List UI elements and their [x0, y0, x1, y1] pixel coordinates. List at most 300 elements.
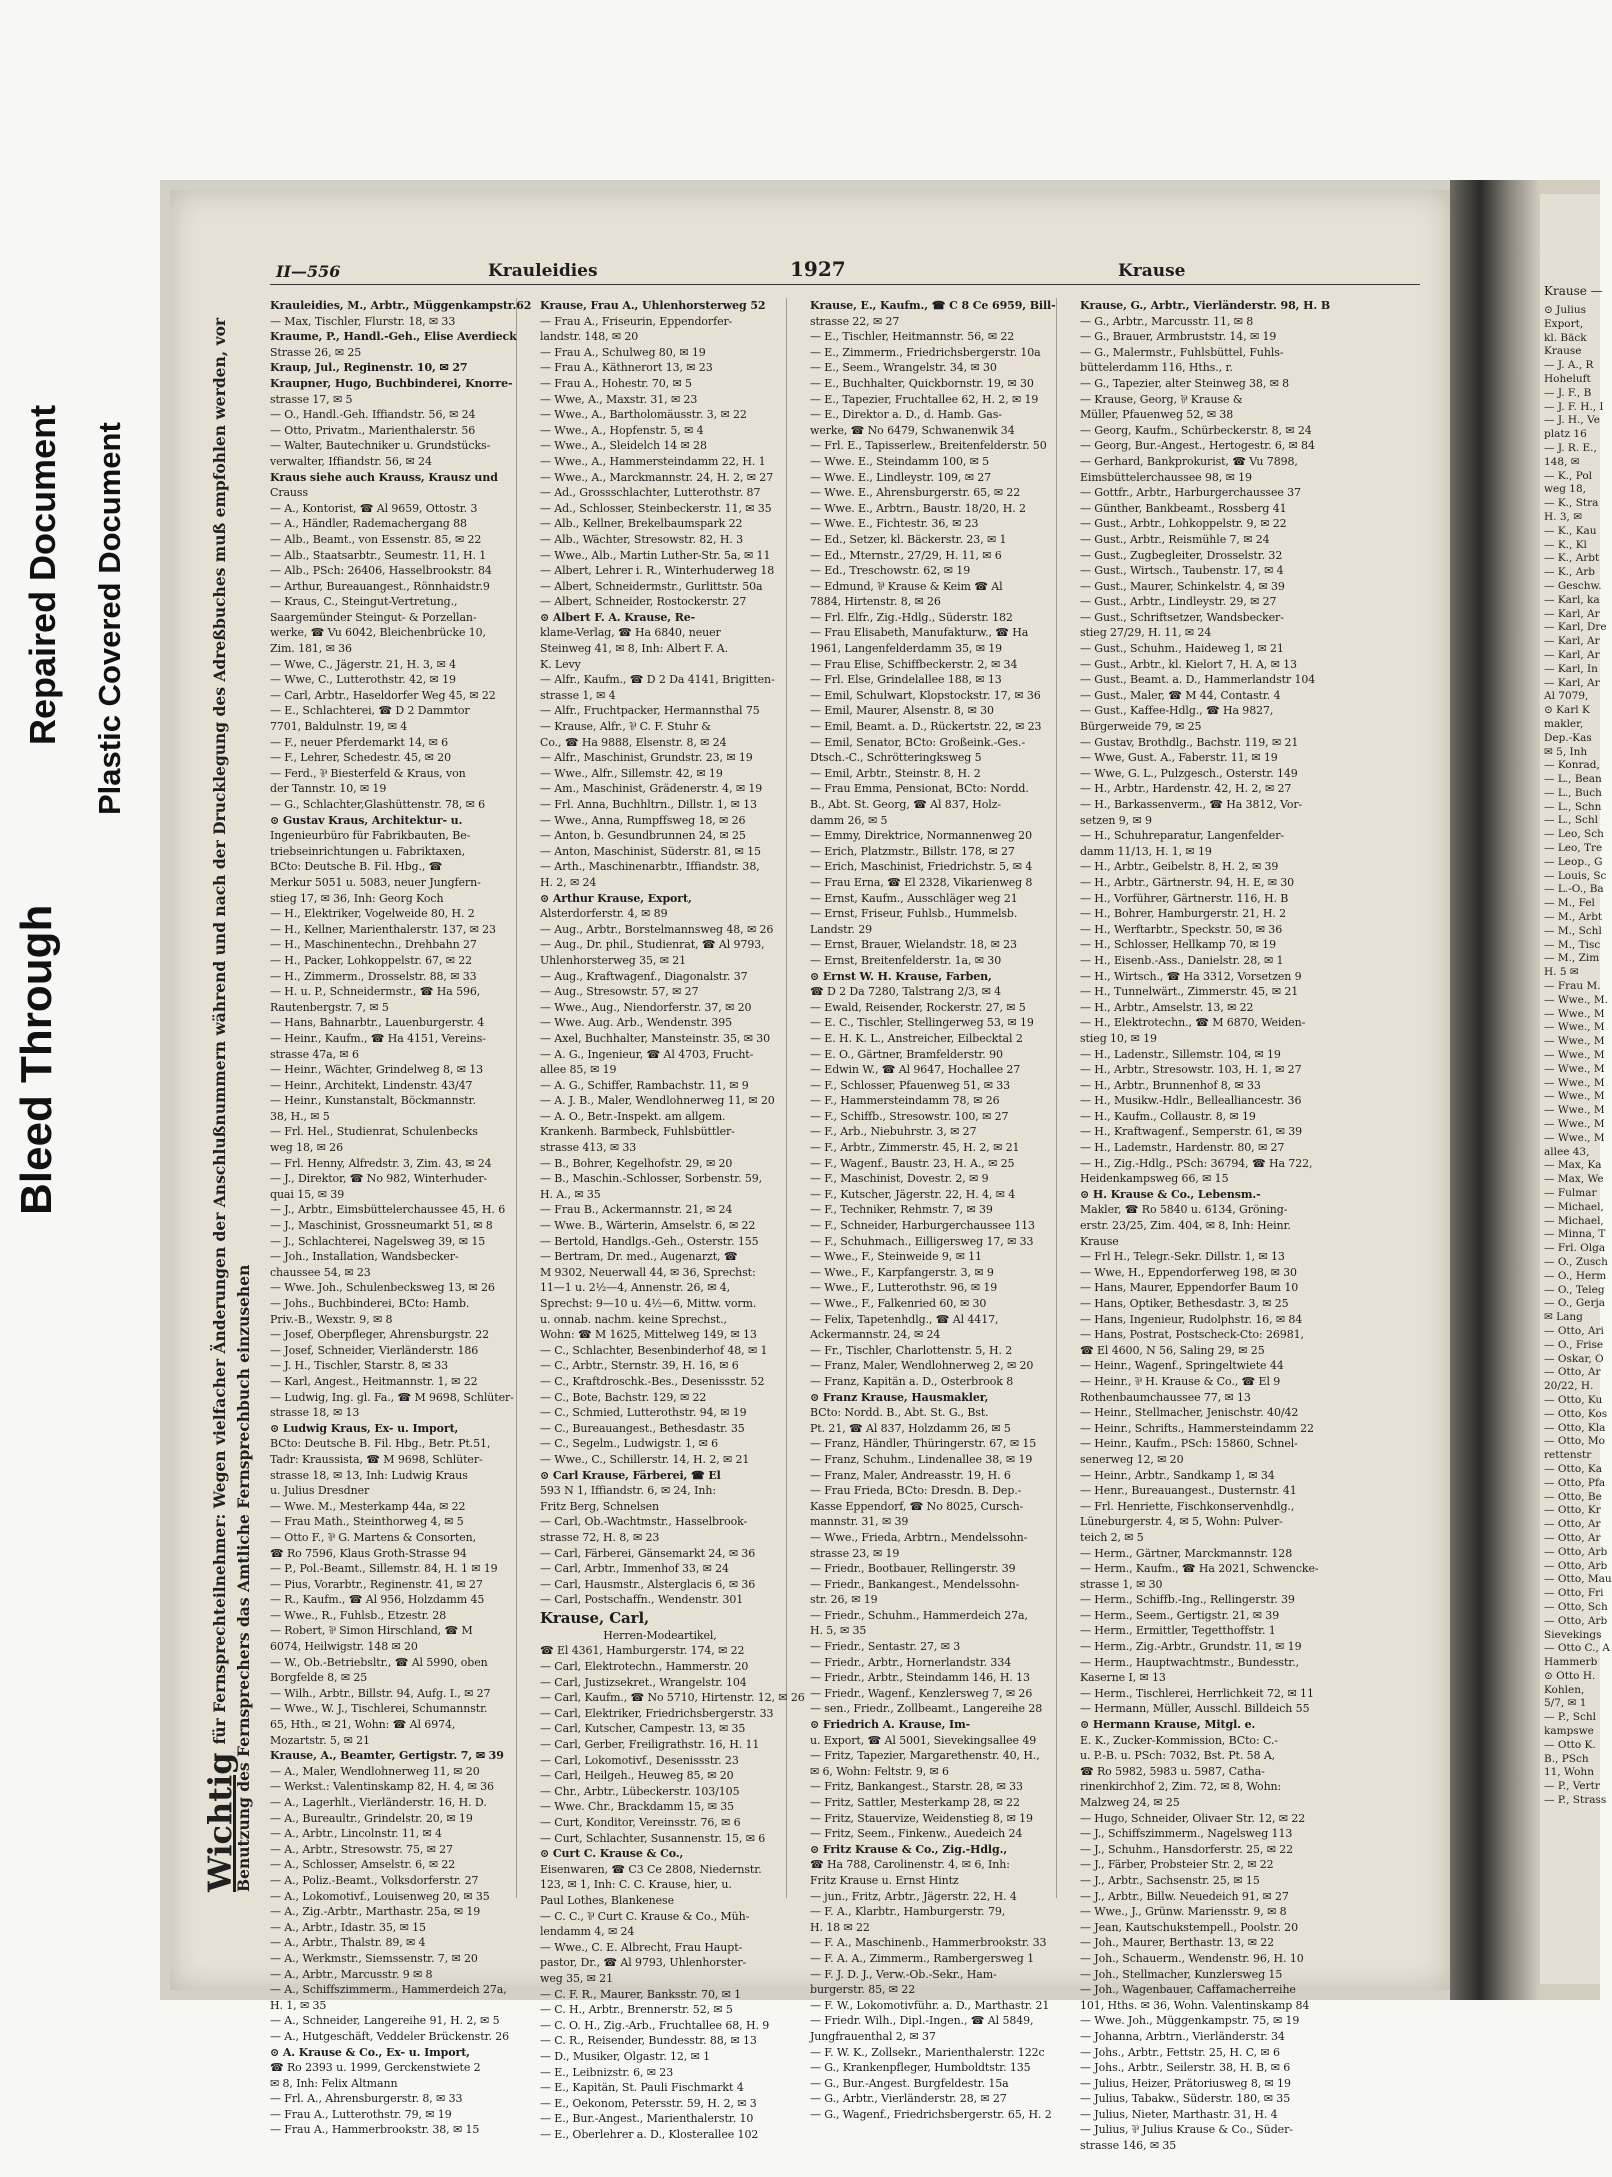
facing-page-line: — L.-O., Ba [1544, 883, 1604, 896]
directory-entry: — E. O., Gärtner, Bramfelderstr. 90 [810, 1047, 1003, 1061]
directory-entry: — H., Packer, Lohkoppelstr. 67, ✉ 22 [270, 953, 473, 967]
directory-entry: — Franz, Kapitän a. D., Osterbrook 8 [810, 1374, 1014, 1388]
directory-entry: 7701, Baldulnstr. 19, ✉ 4 [270, 720, 408, 734]
directory-entry: — Frau A., Hammerbrookstr. 38, ✉ 15 [270, 2123, 480, 2137]
directory-entry: — Wwe., Frieda, Arbtrn., Mendelssohn- [810, 1530, 1028, 1544]
directory-entry: strasse 17, ✉ 5 [270, 392, 353, 406]
directory-entry: — Heinr., Schrifts., Hammersteindamm 22 [1080, 1421, 1314, 1435]
directory-entry: — Ernst, Friseur, Fuhlsb., Hummelsb. [810, 907, 1018, 921]
directory-entry: — Alb., Wächter, Stresowstr. 82, H. 3 [540, 532, 744, 546]
directory-entry: — H., Eisenb.-Ass., Danielstr. 28, ✉ 1 [1080, 953, 1284, 967]
directory-entry: ⊙ Ernst W. H. Krause, Farben, [810, 969, 992, 983]
directory-entry: — Wwe., F., Steinweide 9, ✉ 11 [810, 1250, 982, 1264]
facing-page-line: — P., Schl [1544, 1711, 1596, 1724]
directory-entry: — J., Schuhm., Hansdorferstr. 25, ✉ 22 [1080, 1842, 1294, 1856]
facing-page-line: — Otto, Ka [1544, 1462, 1602, 1475]
directory-entry: — Frl. A., Ahrensburgerstr. 8, ✉ 33 [270, 2092, 463, 2106]
directory-entry: — Wwe. E., Ahrensburgerstr. 65, ✉ 22 [810, 486, 1021, 500]
facing-page-line: — Max, Ka [1544, 1159, 1602, 1172]
directory-entry: — Wwe, G. L., Pulzgesch., Osterstr. 149 [1080, 766, 1298, 780]
directory-entry: — Albert, Schneidermstr., Gurlittstr. 50a [540, 579, 763, 593]
directory-entry: weg 18, ✉ 26 [270, 1141, 343, 1155]
facing-page-line: allee 43, [1544, 1145, 1590, 1158]
directory-entry: — H., Arbtr., Hardenstr. 42, H. 2, ✉ 27 [1080, 782, 1292, 796]
directory-entry: büttelerdamm 116, Hths., r. [1080, 361, 1233, 375]
facing-page-line: — M., Arbt [1544, 911, 1603, 924]
directory-entry: — C., Bote, Bachstr. 129, ✉ 22 [540, 1390, 707, 1404]
facing-page-line: ✉ 5, Inh [1544, 745, 1588, 758]
directory-entry: Mozartstr. 5, ✉ 21 [270, 1733, 370, 1747]
directory-entry: — Alfr., Maschinist, Grundstr. 23, ✉ 19 [540, 751, 753, 765]
directory-entry: — Joh., Maurer, Berthastr. 13, ✉ 22 [1080, 1936, 1275, 1950]
directory-entry: — H., Arbtr., Stresowstr. 103, H. 1, ✉ 27 [1080, 1063, 1302, 1077]
directory-entry: ⊙ Carl Krause, Färberei, ☎ El [540, 1468, 721, 1482]
facing-page-line: — Karl, Ar [1544, 635, 1600, 648]
directory-entry: Ingenieurbüro für Fabrikbauten, Be- [270, 829, 471, 843]
directory-entry: Pt. 21, ☎ Al 837, Holzdamm 26, ✉ 5 [810, 1421, 1011, 1435]
facing-page-line: — Otto, Mo [1544, 1435, 1605, 1448]
facing-page-line: — Fulmar [1544, 1187, 1597, 1199]
directory-entry: — Frau A., Schulweg 80, ✉ 19 [540, 345, 706, 359]
directory-entry: — Edmund, ⅌ Krause & Keim ☎ Al [810, 579, 1003, 593]
directory-entry: — J., Schlachterei, Nagelsweg 39, ✉ 15 [270, 1234, 486, 1248]
facing-page-line: — P., Strass [1544, 1794, 1607, 1807]
right-catchword: Krause [1118, 261, 1186, 281]
directory-entry: — Joh., Schauerm., Wendenstr. 96, H. 10 [1080, 1951, 1304, 1965]
directory-entry: — Werkst.: Valentinskamp 82, H. 4, ✉ 36 [270, 1780, 494, 1794]
directory-entry: Krause, E., Kaufm., ☎ C 8 Ce 6959, Bill- [810, 299, 1056, 312]
directory-entry: burgerstr. 85, ✉ 22 [810, 1983, 916, 1997]
directory-entry: — Hans, Bahnarbtr., Lauenburgerstr. 4 [270, 1016, 485, 1030]
facing-page-line: — Frau M. [1544, 980, 1601, 993]
directory-entry: — C., Schmied, Lutterothstr. 94, ✉ 19 [540, 1406, 747, 1420]
directory-entry: — J., Direktor, ☎ No 982, Winterhuder- [270, 1172, 488, 1186]
directory-entry: ⊙ A. Krause & Co., Ex- u. Import, [270, 2045, 470, 2059]
facing-page-line: 11, Wohn [1544, 1766, 1594, 1779]
directory-entry: — Aug., Dr. phil., Studienrat, ☎ Al 9793, [540, 938, 765, 952]
directory-entry: — Josef, Schneider, Vierländerstr. 186 [270, 1343, 479, 1357]
directory-entry: Borgfelde 8, ✉ 25 [270, 1671, 368, 1685]
directory-entry: — J., Maschinist, Grossneumarkt 51, ✉ 8 [270, 1219, 493, 1233]
directory-entry: Steinweg 41, ✉ 8, Inh: Albert F. A. [540, 642, 728, 656]
directory-entry: — C. O. H., Zig.-Arb., Fruchtallee 68, H. 9 [540, 2018, 770, 2032]
facing-page-line: — Wwe., M [1544, 1049, 1605, 1062]
directory-entry: — Joh., Installation, Wandsbecker- [270, 1250, 459, 1264]
directory-entry: — Heinr., Kaufm., PSch: 15860, Schnel- [1080, 1437, 1298, 1451]
facing-page-line: — Karl, Ar [1544, 648, 1600, 661]
directory-entry: — Frau A., Hohestr. 70, ✉ 5 [540, 376, 692, 390]
directory-entry: — Gust., Wirtsch., Taubenstr. 17, ✉ 4 [1080, 564, 1284, 578]
directory-entry: str. 26, ✉ 19 [810, 1593, 878, 1607]
directory-entry: — Fritz, Tapezier, Margarethenstr. 40, H., [810, 1749, 1040, 1763]
directory-entry: strasse 1, ✉ 4 [540, 688, 616, 702]
directory-entry: — E., Tapezier, Fruchtallee 62, H. 2, ✉ 19 [810, 392, 1039, 406]
directory-entry: — E. C., Tischler, Stellingerweg 53, ✉ 19 [810, 1016, 1034, 1030]
directory-entry: — A. G., Ingenieur, ☎ Al 4703, Frucht- [540, 1047, 754, 1061]
directory-entry: — A., Arbtr., Lincolnstr. 11, ✉ 4 [270, 1827, 442, 1841]
directory-entry: — J., Arbtr., Billw. Neuedeich 91, ✉ 27 [1080, 1889, 1289, 1903]
directory-entry: — Wwe. E., Steindamm 100, ✉ 5 [810, 454, 990, 468]
facing-page-line: — J. R. E., [1544, 441, 1597, 454]
directory-entry: — Gust., Schuhm., Haideweg 1, ✉ 21 [1080, 642, 1284, 656]
directory-entry: — H., Kellner, Marienthalerstr. 137, ✉ 23 [270, 922, 496, 936]
directory-entry: — E., Oekonom, Petersstr. 59, H. 2, ✉ 3 [540, 2096, 757, 2110]
directory-entry: H. 2, ✉ 24 [540, 875, 597, 889]
directory-entry: — Wwe. Chr., Brackdamm 15, ✉ 35 [540, 1800, 735, 1814]
directory-entry: — Frl. Else, Grindelallee 188, ✉ 13 [810, 673, 1002, 687]
facing-page-line: — Otto, Mau [1544, 1573, 1612, 1586]
directory-entry: — Frl. Henriette, Fischkonservenhdlg., [1080, 1499, 1295, 1513]
directory-entry: — Wwe., A., Hopfenstr. 5, ✉ 4 [540, 423, 704, 437]
facing-page-line: — Wwe., M [1544, 1062, 1605, 1075]
directory-entry: — Ferd., ⅌ Biesterfeld & Kraus, von [270, 766, 466, 780]
directory-entry: — F., Schuhmach., Eilligersweg 17, ✉ 33 [810, 1234, 1034, 1248]
directory-entry: Paul Lothes, Blankenese [540, 1893, 675, 1907]
directory-entry: stieg 17, ✉ 36, Inh: Georg Koch [270, 891, 444, 905]
directory-entry: — Wwe., A., Hammersteindamm 22, H. 1 [540, 454, 766, 468]
directory-entry: — Walter, Bautechniker u. Grundstücks- [270, 439, 491, 453]
directory-entry: damm 26, ✉ 5 [810, 813, 888, 827]
directory-entry: Fritz Berg, Schnelsen [540, 1499, 660, 1513]
directory-entry: — G., Krankenpfleger, Humboldtstr. 135 [810, 2061, 1031, 2075]
directory-entry: ☎ D 2 Da 7280, Talstrang 2/3, ✉ 4 [810, 985, 1002, 999]
directory-entry: der Tannstr. 10, ✉ 19 [270, 782, 387, 796]
directory-entry: — E., Direktor a. D., d. Hamb. Gas- [810, 408, 1002, 422]
directory-entry: — E., Tischler, Heitmannstr. 56, ✉ 22 [810, 330, 1015, 344]
directory-entry: — F., Kutscher, Jägerstr. 22, H. 4, ✉ 4 [810, 1187, 1016, 1201]
directory-entry: ☎ Ro 2393 u. 1999, Gerckenstwiete 2 [270, 2061, 481, 2075]
directory-entry: — Julius, Heizer, Prätoriusweg 8, ✉ 19 [1080, 2076, 1291, 2090]
directory-entry: — Edwin W., ☎ Al 9647, Hochallee 27 [810, 1063, 1021, 1077]
directory-entry: — J., Färber, Probsteier Str. 2, ✉ 22 [1080, 1858, 1274, 1872]
directory-entry: — Herm., Hauptwachtmstr., Bundesstr., [1080, 1655, 1300, 1669]
directory-entry: — C. C., ⅌ Curt C. Krause & Co., Müh- [540, 1909, 750, 1923]
directory-entry: — A. J. B., Maler, Wendlohnerweg 11, ✉ 20 [540, 1094, 775, 1108]
directory-entry: lendamm 4, ✉ 24 [540, 1925, 635, 1939]
directory-entry: — H., Zig.-Hdlg., PSch: 36794, ☎ Ha 722, [1080, 1156, 1313, 1170]
directory-entry: — Carl, Justizsekret., Wrangelstr. 104 [540, 1675, 747, 1689]
directory-entry: ✉ 6, Wohn: Feltstr. 9, ✉ 6 [810, 1764, 949, 1778]
directory-entry: — Gust., Schriftsetzer, Wandsbecker- [1080, 610, 1284, 624]
directory-entry: — Carl, Färberei, Gänsemarkt 24, ✉ 36 [540, 1546, 756, 1560]
directory-entry: — Carl, Ob.-Wachtmstr., Hasselbrook- [540, 1515, 748, 1529]
directory-entry: setzen 9, ✉ 9 [1080, 813, 1152, 827]
directory-entry: erstr. 23/25, Zim. 404, ✉ 8, Inh: Heinr. [1080, 1219, 1291, 1233]
directory-entry: — Carl, Kutscher, Campestr. 13, ✉ 35 [540, 1722, 746, 1736]
directory-entry: — Friedr., Wagenf., Kenzlersweg 7, ✉ 26 [810, 1686, 1033, 1700]
notice-text: für Fernsprechteilnehmer: Wegen vielfacher Änderungen der Anschlußnummern während und nach der Drucklegung des Adreßbuches muß empfohlen werden, vor Benutzung des Fernsprechers das Amtliche Fernsprechbuch einzusehen [210, 317, 253, 1892]
facing-page-line: — Otto, Be [1544, 1490, 1602, 1503]
directory-entry: Eisenwaren, ☎ C3 Ce 2808, Niedernstr. [540, 1862, 762, 1876]
directory-entry: — Wwe. E., Lindleystr. 109, ✉ 27 [810, 470, 992, 484]
directory-entry: Krankenh. Barmbeck, Fuhlsbüttler- [540, 1125, 735, 1139]
directory-entry: — Wwe., Alfr., Sillemstr. 42, ✉ 19 [540, 766, 723, 780]
facing-page-line: — Leo, Tre [1544, 842, 1603, 855]
directory-entry: — Wwe., A., Sleidelch 14 ✉ 28 [540, 439, 707, 453]
directory-entry: Eimsbüttelerchaussee 98, ✉ 19 [1080, 470, 1252, 484]
facing-page-line: — Otto C., A [1544, 1642, 1610, 1655]
directory-entry: Landstr. 29 [810, 922, 872, 936]
directory-entry: H. 18 ✉ 22 [810, 1920, 870, 1934]
facing-page-line: — Michael, [1544, 1214, 1604, 1227]
directory-entry: M 9302, Neuerwall 44, ✉ 36, Sprechst: [540, 1265, 756, 1279]
directory-entry: ⊙ Friedrich A. Krause, Im- [810, 1718, 971, 1732]
directory-entry: — E. H. K. L., Anstreicher, Eilbecktal 2 [810, 1031, 1023, 1045]
facing-page-line: — L., Buch [1544, 786, 1602, 799]
directory-entry: — Carl, Elektriker, Friedrichsbergerstr. 33 [540, 1706, 774, 1720]
directory-entry: — Fritz, Bankangest., Starstr. 28, ✉ 33 [810, 1780, 1023, 1794]
directory-entry: Kraupner, Hugo, Buchbinderei, Knorre- [270, 376, 513, 390]
directory-entry: — Hans, Ingenieur, Rudolphstr. 16, ✉ 84 [1080, 1312, 1303, 1326]
facing-page-line: — K., Pol [1544, 469, 1593, 482]
directory-entry: — F., Maschinist, Dovestr. 2, ✉ 9 [810, 1172, 989, 1186]
facing-page-line: — Geschw. [1544, 579, 1602, 592]
directory-entry: ☎ Ha 788, Carolinenstr. 4, ✉ 6, Inh: [810, 1858, 1010, 1872]
directory-entry: Kasse Eppendorf, ☎ No 8025, Cursch- [810, 1499, 1024, 1513]
directory-entry: Co., ☎ Ha 9888, Elsenstr. 8, ✉ 24 [540, 735, 727, 749]
facing-page-line: — L., Schl [1544, 814, 1599, 827]
facing-page-line: — K., Kl [1544, 538, 1587, 551]
directory-entry: — A., Arbtr., Idastr. 35, ✉ 15 [270, 1920, 426, 1934]
facing-page-line: — Otto, Ar [1544, 1366, 1601, 1379]
directory-entry: Heidenkampsweg 66, ✉ 15 [1080, 1172, 1229, 1186]
directory-entry: — Alb., Kellner, Brekelbaumspark 22 [540, 517, 743, 531]
directory-entry: — F. A. A., Zimmerm., Rambergersweg 1 [810, 1951, 1035, 1965]
directory-entry: Makler, ☎ Ro 5840 u. 6134, Gröning- [1080, 1203, 1288, 1217]
directory-entry: ⊙ Ludwig Kraus, Ex- u. Import, [270, 1421, 459, 1435]
directory-entry: ⊙ Hermann Krause, Mitgl. e. [1080, 1718, 1256, 1732]
directory-entry: — Wwe., C. E. Albrecht, Frau Haupt- [540, 1940, 743, 1954]
directory-entry: — Heinr., Stellmacher, Jenischstr. 40/42 [1080, 1406, 1299, 1420]
directory-entry: Kraup, Jul., Reginenstr. 10, ✉ 27 [270, 361, 468, 375]
facing-page-line: — O., Herm [1544, 1269, 1607, 1282]
directory-entry: werke, ☎ No 6479, Schwanenwik 34 [810, 423, 1015, 437]
directory-entry: — Am., Maschinist, Grädenerstr. 4, ✉ 19 [540, 782, 763, 796]
facing-page-line: Dep.-Kas [1544, 731, 1592, 744]
directory-entry: — Arthur, Bureauangest., Rönnhaidstr.9 [270, 579, 490, 593]
directory-entry: Tadr: Kraussista, ☎ M 9698, Schlüter- [270, 1452, 483, 1466]
directory-entry: E. K., Zucker-Kommission, BCto: C.- [1080, 1733, 1278, 1747]
directory-entry: — Johs., Buchbinderei, BCto: Hamb. [270, 1297, 470, 1310]
directory-entry: Krause [1080, 1234, 1119, 1248]
directory-entry: — Friedr., Arbtr., Steindamm 146, H. 13 [810, 1671, 1030, 1685]
facing-page-line: weg 18, [1544, 483, 1586, 496]
directory-entry: u. Export, ☎ Al 5001, Sievekingsallee 49 [810, 1733, 1037, 1747]
facing-page-line: — Otto K. [1544, 1738, 1596, 1751]
directory-entry: — J. H., Tischler, Starstr. 8, ✉ 33 [270, 1359, 449, 1373]
facing-page-line: — J. H., Ve [1544, 414, 1600, 427]
directory-entry: — Bertold, Handlgs.-Geh., Osterstr. 155 [540, 1234, 759, 1248]
directory-entry: — Carl, Hausmstr., Alsterglacis 6, ✉ 36 [540, 1577, 756, 1591]
directory-entry: Kaserne I, ✉ 13 [1080, 1671, 1166, 1685]
directory-entry: strasse 18, ✉ 13, Inh: Ludwig Kraus [270, 1468, 468, 1482]
directory-entry: — jun., Fritz, Arbtr., Jägerstr. 22, H. 4 [810, 1889, 1017, 1903]
directory-entry: — Wwe. Aug. Arb., Wendenstr. 395 [540, 1016, 733, 1030]
directory-entry: — Fritz, Seem., Finkenw., Auedeich 24 [810, 1827, 1023, 1841]
directory-entry: — B., Bohrer, Kegelhofstr. 29, ✉ 20 [540, 1156, 733, 1170]
directory-entry: — H., Zimmerm., Drosselstr. 88, ✉ 33 [270, 969, 477, 983]
directory-entry: H. A., ✉ 35 [540, 1187, 601, 1201]
directory-entry: — Aug., Stresowstr. 57, ✉ 27 [540, 985, 699, 999]
annotation-bleed-through: Bleed Through [12, 904, 61, 1215]
facing-page-head: Krause — [1544, 284, 1603, 298]
facing-page-line: Sievekings [1544, 1628, 1602, 1641]
directory-entry: — Herm., Kaufm., ☎ Ha 2021, Schwencke- [1080, 1562, 1319, 1576]
directory-entry: — Carl, Elektrotechn., Hammerstr. 20 [540, 1660, 749, 1674]
directory-entry: — H., Arbtr., Brunnenhof 8, ✉ 33 [1080, 1078, 1261, 1092]
left-catchword: Krauleidies [488, 261, 598, 281]
facing-page-line: — Leop., G [1544, 855, 1603, 868]
directory-entry: u. Julius Dresdner [270, 1484, 370, 1498]
facing-page-line: — Wwe., M [1544, 1007, 1605, 1020]
directory-entry: strasse 18, ✉ 13 [270, 1406, 360, 1420]
directory-entry: — Günther, Bankbeamt., Rossberg 41 [1080, 501, 1287, 515]
directory-entry: — A., Lagerhlt., Vierländerstr. 16, H. D. [270, 1796, 487, 1809]
directory-entry: strasse 23, ✉ 19 [810, 1546, 900, 1560]
directory-entry: — A. O., Betr.-Inspekt. am allgem. [540, 1109, 726, 1123]
directory-entry: — sen., Friedr., Zollbeamt., Langereihe 28 [810, 1702, 1043, 1716]
directory-entry: — E., Seem., Wrangelstr. 34, ✉ 30 [810, 361, 997, 375]
directory-entry: — Frau A., Käthnerort 13, ✉ 23 [540, 361, 713, 375]
directory-entry: — Otto F., ⅌ G. Martens & Consorten, [270, 1530, 477, 1544]
directory-entry: ✉ 8, Inh: Felix Altmann [270, 2076, 398, 2090]
directory-entry: — H., Wirtsch., ☎ Ha 3312, Vorsetzen 9 [1080, 969, 1302, 983]
directory-entry: — Carl, Lokomotivf., Desenissstr. 23 [540, 1753, 739, 1767]
directory-entry: — A., Lokomotivf., Louisenweg 20, ✉ 35 [270, 1889, 490, 1903]
facing-page-line: Kohlen, [1544, 1683, 1585, 1696]
directory-entry: — C., Arbtr., Sternstr. 39, H. 16, ✉ 6 [540, 1359, 739, 1373]
facing-page-line: — Wwe., M [1544, 1118, 1605, 1131]
directory-entry: Krause, A., Beamter, Gertigstr. 7, ✉ 39 [270, 1749, 504, 1763]
directory-entry: — Emil, Schulwart, Klopstockstr. 17, ✉ 36 [810, 688, 1041, 702]
directory-entry: — B., Maschin.-Schlosser, Sorbenstr. 59, [540, 1172, 763, 1186]
facing-page-line: H. 5 ✉ [1544, 966, 1579, 979]
directory-entry: Strasse 26, ✉ 25 [270, 345, 362, 359]
directory-entry: — Georg, Kaufm., Schürbeckerstr. 8, ✉ 24 [1080, 423, 1312, 437]
facing-page-line: — K., Kau [1544, 524, 1597, 537]
directory-entry: — A., Werkmstr., Siemssenstr. 7, ✉ 20 [270, 1951, 478, 1965]
directory-entry: — Gust., Arbtr., Lohkoppelstr. 9, ✉ 22 [1080, 517, 1287, 531]
facing-page-line: — Wwe., M [1544, 1090, 1605, 1103]
directory-entry: — Emil, Maurer, Alsenstr. 8, ✉ 30 [810, 704, 994, 718]
directory-entry: Ackermannstr. 24, ✉ 24 [810, 1328, 941, 1342]
directory-entry: ⊙ Curt C. Krause & Co., [540, 1847, 684, 1861]
directory-entry: — A., Händler, Rademachergang 88 [270, 517, 467, 531]
directory-entry: — Wwe., Anna, Rumpffsweg 18, ✉ 26 [540, 813, 746, 827]
directory-entry: quai 15, ✉ 39 [270, 1187, 345, 1201]
directory-entry: — Frl. E., Tapisserlew., Breitenfelderstr. 50 [810, 439, 1047, 453]
directory-entry: ☎ El 4600, N 56, Saling 29, ✉ 25 [1080, 1343, 1265, 1357]
facing-page-line: makler, [1544, 717, 1584, 730]
directory-entry: — Wwe, A., Maxstr. 31, ✉ 23 [540, 392, 698, 406]
facing-page-line: platz 16 [1544, 428, 1587, 441]
directory-entry: — Arth., Maschinenarbtr., Iffiandstr. 38, [540, 860, 760, 874]
facing-page-line: — Otto, Ar [1544, 1531, 1601, 1544]
directory-entry: — Gust., Maler, ☎ M 44, Contastr. 4 [1080, 688, 1281, 702]
directory-entry: 7884, Hirtenstr. 8, ✉ 26 [810, 595, 941, 609]
facing-page-line: — K., Arb [1544, 566, 1596, 579]
directory-entry: — A., Schlosser, Amselstr. 6, ✉ 22 [270, 1858, 456, 1872]
column-3 [810, 298, 1057, 2121]
directory-entry: — Fr., Tischler, Charlottenstr. 5, H. 2 [810, 1343, 1013, 1357]
facing-page-line: Export, [1544, 317, 1584, 330]
directory-entry: — H., Maschinentechn., Drehbahn 27 [270, 938, 477, 952]
directory-entry: — Franz, Händler, Thüringerstr. 67, ✉ 15 [810, 1437, 1037, 1451]
directory-entry: — Joh., Wagenbauer, Caffamacherreihe [1080, 1983, 1296, 1997]
facing-page-line: kampswe [1544, 1725, 1594, 1738]
directory-entry: — Franz, Maler, Wendlohnerweg 2, ✉ 20 [810, 1359, 1034, 1373]
facing-page-line: ✉ Lang [1544, 1311, 1583, 1324]
facing-page-line: — Otto, Arb [1544, 1614, 1608, 1627]
facing-page-line: Hoheluft [1544, 372, 1591, 385]
directory-entry: — A., Arbtr., Thalstr. 89, ✉ 4 [270, 1936, 426, 1950]
directory-entry: — Curt, Schlachter, Susannenstr. 15, ✉ 6 [540, 1831, 766, 1845]
facing-page-line: Al 7079, [1544, 690, 1589, 703]
directory-entry: Kraume, P., Handl.-Geh., Elise Averdieck [270, 330, 517, 344]
directory-entry: — H., Werftarbtr., Speckstr. 50, ✉ 36 [1080, 922, 1283, 936]
directory-entry: — Wwe., Alb., Martin Luther-Str. 5a, ✉ 11 [540, 548, 771, 562]
directory-entry: — Axel, Buchhalter, Mansteinstr. 35, ✉ 30 [540, 1031, 771, 1045]
directory-entry: stieg 10, ✉ 19 [1080, 1031, 1157, 1045]
directory-entry: — Herm., Gärtner, Marckmannstr. 128 [1080, 1546, 1293, 1560]
directory-entry: — J., Arbtr., Sachsenstr. 25, ✉ 15 [1080, 1873, 1260, 1887]
directory-entry: — Friedr., Schuhm., Hammerdeich 27a, [810, 1608, 1028, 1622]
directory-entry: — Aug., Arbtr., Borstelmannsweg 48, ✉ 26 [540, 922, 774, 936]
directory-entry: — Fritz, Stauervize, Weidenstieg 8, ✉ 19 [810, 1811, 1033, 1825]
directory-entry: — F., Schneider, Harburgerchaussee 113 [810, 1219, 1035, 1233]
directory-entry: — Aug., Kraftwagenf., Diagonalstr. 37 [540, 969, 748, 983]
directory-entry: — F., Wagenf., Baustr. 23, H. A., ✉ 25 [810, 1156, 1015, 1170]
facing-page-line: — O., Zusch [1544, 1255, 1608, 1268]
facing-page-line: — P., Vertr [1544, 1780, 1600, 1793]
directory-entry: — A., Hutgeschäft, Veddeler Brückenstr. 26 [270, 2029, 510, 2043]
directory-entry: — Frau A., Lutterothstr. 79, ✉ 19 [270, 2107, 452, 2121]
directory-entry: — H., Kaufm., Collaustr. 8, ✉ 19 [1080, 1109, 1256, 1123]
directory-entry: — Ad., Schlosser, Steinbeckerstr. 11, ✉ 35 [540, 501, 772, 515]
directory-entry: — Wwe, H., Eppendorferweg 198, ✉ 30 [1080, 1265, 1297, 1279]
facing-page-line: — Otto, Ku [1544, 1393, 1603, 1406]
directory-entry: — C. F. R., Maurer, Banksstr. 70, ✉ 1 [540, 1987, 742, 2001]
directory-entry: strasse 413, ✉ 33 [540, 1141, 637, 1155]
facing-page-line: — O., Frise [1544, 1338, 1604, 1351]
directory-entry: — G., Arbtr., Marcusstr. 11, ✉ 8 [1080, 314, 1254, 328]
directory-entry: — Wwe, C., Jägerstr. 21, H. 3, ✉ 4 [270, 657, 457, 671]
directory-entry: ⊙ Gustav Kraus, Architektur- u. [270, 813, 463, 827]
directory-entry: — Wwe., F., Lutterothstr. 96, ✉ 19 [810, 1281, 998, 1295]
directory-entry: Uhlenhorsterweg 35, ✉ 21 [540, 953, 687, 967]
directory-entry: — Julius, ⅌ Julius Krause & Co., Süder- [1080, 2123, 1293, 2137]
directory-entry: — Franz, Maler, Andreasstr. 19, H. 6 [810, 1468, 1011, 1482]
directory-entry: BCto: Nordd. B., Abt. St. G., Bst. [810, 1406, 989, 1420]
directory-entry: — Frau Emma, Pensionat, BCto: Nordd. [810, 782, 1029, 796]
directory-entry: — Frl. Anna, Buchhltrn., Dillstr. 1, ✉ 13 [540, 798, 757, 811]
facing-page-line: — Leo, Sch [1544, 828, 1604, 841]
facing-page-line: — Wwe., M [1544, 1021, 1605, 1034]
directory-entry: — Wwe. E., Arbtrn., Baustr. 18/20, H. 2 [810, 501, 1026, 515]
directory-entry: damm 11/13, H. 1, ✉ 19 [1080, 844, 1212, 858]
facing-page-line: — Karl, Ar [1544, 676, 1600, 689]
scan-annotations [0, 0, 160, 2177]
facing-page-line: — K., Arbt [1544, 552, 1600, 565]
directory-entry: — C., Segelm., Ludwigstr. 1, ✉ 6 [540, 1437, 719, 1451]
directory-entry: — O., Handl.-Geh. Iffiandstr. 56, ✉ 24 [270, 408, 476, 422]
directory-entry: — C. R., Reisender, Bundesstr. 88, ✉ 13 [540, 2034, 757, 2048]
facing-page-line: — Max, We [1544, 1173, 1604, 1186]
facing-page-line: — Konrad, [1544, 759, 1600, 772]
facing-page-line: — K., Stra [1544, 497, 1599, 510]
directory-entry: — A., Schiffszimmerm., Hammerdeich 27a, [270, 1983, 507, 1997]
directory-entry: — Frau B., Ackermannstr. 21, ✉ 24 [540, 1203, 733, 1217]
